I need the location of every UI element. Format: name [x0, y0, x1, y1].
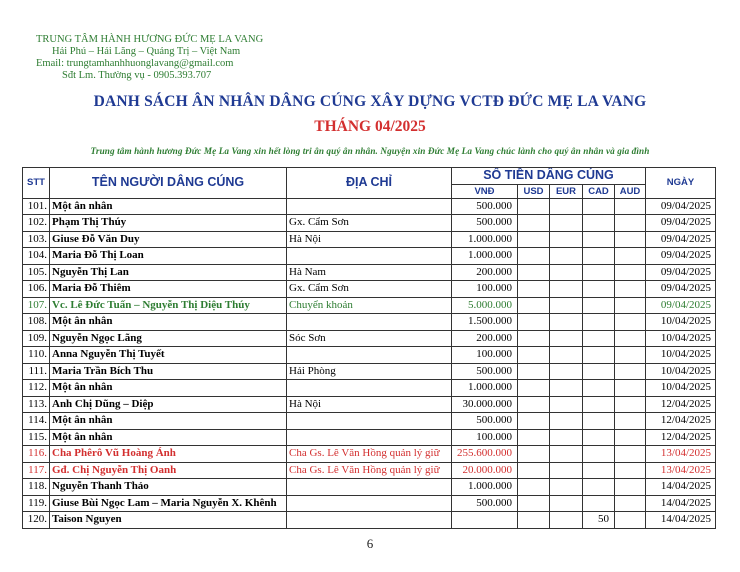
cell-name: Một ân nhân [50, 413, 287, 430]
cell-cad [583, 429, 615, 446]
cell-eur [550, 396, 583, 413]
table-row [23, 248, 716, 265]
cell-aud [615, 231, 646, 248]
table-row [23, 314, 716, 331]
cell-stt: 116. [23, 446, 50, 463]
cell-eur [550, 512, 583, 529]
cell-cad [583, 281, 615, 298]
cell-aud [615, 198, 646, 215]
cell-cad [583, 479, 615, 496]
table-row [23, 512, 716, 529]
cell-name: Maria Đỗ Thị Loan [50, 248, 287, 265]
cell-cad [583, 413, 615, 430]
cell-aud [615, 512, 646, 529]
cell-eur [550, 215, 583, 232]
cell-stt: 109. [23, 330, 50, 347]
cell-usd [518, 248, 550, 265]
cell-aud [615, 446, 646, 463]
cell-date: 10/04/2025 [646, 363, 716, 380]
cell-usd [518, 264, 550, 281]
cell-vnd: 100.000 [452, 281, 518, 298]
cell-address: Hải Phòng [287, 363, 452, 380]
cell-eur [550, 198, 583, 215]
cell-name: Một ân nhân [50, 198, 287, 215]
cell-vnd: 1.000.000 [452, 248, 518, 265]
cell-vnd: 500.000 [452, 413, 518, 430]
cell-cad [583, 462, 615, 479]
org-address: Hải Phú – Hải Lăng – Quảng Trị – Việt Nam [52, 46, 241, 57]
cell-cad [583, 347, 615, 364]
cell-eur [550, 281, 583, 298]
cell-date: 14/04/2025 [646, 495, 716, 512]
cell-name: Maria Đỗ Thiêm [50, 281, 287, 298]
cell-address: Sóc Sơn [287, 330, 452, 347]
cell-address: Hà Nội [287, 231, 452, 248]
document-title: DANH SÁCH ÂN NHÂN DÂNG CÚNG XÂY DỰNG VCTĐ ĐỨC MẸ LA VANG [93, 93, 647, 110]
header-address: ĐỊA CHỈ [287, 168, 452, 199]
table-row [23, 429, 716, 446]
cell-stt: 114. [23, 413, 50, 430]
cell-stt: 107. [23, 297, 50, 314]
cell-vnd: 200.000 [452, 330, 518, 347]
cell-name: Nguyễn Ngọc Lãng [50, 330, 287, 347]
document-subtitle: Trung tâm hành hương Đức Mẹ La Vang xin hết lòng tri ân quý ân nhân. Nguyện xin Đức Mẹ La Vang chúc lành cho quý ân nhân và gia đình [90, 146, 650, 156]
cell-aud [615, 215, 646, 232]
header-name: TÊN NGƯỜI DÂNG CÚNG [50, 168, 287, 199]
cell-vnd: 30.000.000 [452, 396, 518, 413]
cell-date: 12/04/2025 [646, 413, 716, 430]
cell-address: Cha Gs. Lê Văn Hồng quản lý giữ [287, 462, 452, 479]
cell-stt: 108. [23, 314, 50, 331]
cell-date: 09/04/2025 [646, 215, 716, 232]
cell-address [287, 380, 452, 397]
cell-aud [615, 396, 646, 413]
table-row [23, 479, 716, 496]
org-email: Email: trungtamhanhhuonglavang@gmail.com [36, 58, 234, 69]
cell-address: Hà Nội [287, 396, 452, 413]
cell-stt: 105. [23, 264, 50, 281]
cell-date: 14/04/2025 [646, 479, 716, 496]
cell-date: 09/04/2025 [646, 198, 716, 215]
cell-aud [615, 281, 646, 298]
header-eur: EUR [550, 184, 583, 198]
cell-cad [583, 248, 615, 265]
cell-address: Gx. Cẩm Sơn [287, 281, 452, 298]
cell-vnd: 1.500.000 [452, 314, 518, 331]
cell-usd [518, 512, 550, 529]
cell-cad [583, 314, 615, 331]
org-name: TRUNG TÂM HÀNH HƯƠNG ĐỨC MẸ LA VANG [36, 34, 264, 45]
cell-eur [550, 231, 583, 248]
cell-date: 09/04/2025 [646, 281, 716, 298]
cell-usd [518, 396, 550, 413]
cell-name: Cha Phêrô Vũ Hoàng Ánh [50, 446, 287, 463]
cell-date: 09/04/2025 [646, 231, 716, 248]
cell-stt: 111. [23, 363, 50, 380]
cell-eur [550, 495, 583, 512]
cell-address: Cha Gs. Lê Văn Hồng quản lý giữ [287, 446, 452, 463]
cell-eur [550, 380, 583, 397]
cell-cad [583, 495, 615, 512]
cell-cad [583, 363, 615, 380]
cell-aud [615, 314, 646, 331]
cell-name: Anh Chị Dũng – Diệp [50, 396, 287, 413]
cell-cad [583, 446, 615, 463]
cell-name: Giuse Đỗ Văn Duy [50, 231, 287, 248]
cell-stt: 119. [23, 495, 50, 512]
cell-address [287, 413, 452, 430]
cell-vnd: 200.000 [452, 264, 518, 281]
cell-vnd: 500.000 [452, 198, 518, 215]
cell-usd [518, 314, 550, 331]
cell-stt: 117. [23, 462, 50, 479]
cell-aud [615, 429, 646, 446]
cell-name: Gđ. Chị Nguyễn Thị Oanh [50, 462, 287, 479]
cell-date: 10/04/2025 [646, 330, 716, 347]
cell-vnd: 100.000 [452, 347, 518, 364]
cell-aud [615, 264, 646, 281]
document-month: THÁNG 04/2025 [314, 118, 426, 135]
cell-date: 12/04/2025 [646, 429, 716, 446]
cell-stt: 110. [23, 347, 50, 364]
header-date: NGÀY [646, 168, 716, 199]
cell-address [287, 314, 452, 331]
cell-address: Hà Nam [287, 264, 452, 281]
cell-date: 09/04/2025 [646, 297, 716, 314]
header-stt: STT [23, 168, 50, 199]
cell-address [287, 495, 452, 512]
cell-address: Chuyển khoản [287, 297, 452, 314]
cell-cad [583, 396, 615, 413]
organization-header [36, 34, 263, 82]
cell-aud [615, 413, 646, 430]
cell-date: 13/04/2025 [646, 446, 716, 463]
cell-aud [615, 462, 646, 479]
cell-usd [518, 429, 550, 446]
cell-stt: 118. [23, 479, 50, 496]
cell-aud [615, 380, 646, 397]
cell-name: Phạm Thị Thúy [50, 215, 287, 232]
cell-vnd: 5.000.000 [452, 297, 518, 314]
cell-vnd: 255.600.000 [452, 446, 518, 463]
cell-usd [518, 297, 550, 314]
cell-name: Nguyễn Thị Lan [50, 264, 287, 281]
table-row [23, 462, 716, 479]
cell-address [287, 429, 452, 446]
header-vnd: VNĐ [452, 184, 518, 198]
cell-cad [583, 297, 615, 314]
page-number: 6 [366, 536, 374, 551]
cell-aud [615, 363, 646, 380]
cell-address [287, 512, 452, 529]
cell-name: Maria Trần Bích Thu [50, 363, 287, 380]
cell-name: Taison Nguyen [50, 512, 287, 529]
cell-eur [550, 413, 583, 430]
table-row [23, 198, 716, 215]
cell-eur [550, 363, 583, 380]
header-usd: USD [518, 184, 550, 198]
cell-cad [583, 380, 615, 397]
table-row [23, 281, 716, 298]
cell-usd [518, 413, 550, 430]
table-row [23, 215, 716, 232]
cell-vnd: 500.000 [452, 215, 518, 232]
cell-name: Anna Nguyễn Thị Tuyết [50, 347, 287, 364]
cell-vnd: 1.000.000 [452, 231, 518, 248]
cell-address [287, 347, 452, 364]
cell-stt: 103. [23, 231, 50, 248]
cell-usd [518, 363, 550, 380]
cell-aud [615, 248, 646, 265]
cell-eur [550, 314, 583, 331]
cell-stt: 115. [23, 429, 50, 446]
cell-cad: 50 [583, 512, 615, 529]
cell-name: Một ân nhân [50, 429, 287, 446]
table-row [23, 380, 716, 397]
cell-date: 13/04/2025 [646, 462, 716, 479]
cell-address [287, 248, 452, 265]
table-row [23, 231, 716, 248]
org-phone: Sđt Lm. Thường vụ - 0905.393.707 [62, 70, 212, 81]
table-body [23, 198, 716, 528]
cell-date: 14/04/2025 [646, 512, 716, 529]
cell-address [287, 479, 452, 496]
cell-name: Nguyễn Thanh Thảo [50, 479, 287, 496]
cell-address [287, 198, 452, 215]
cell-eur [550, 248, 583, 265]
cell-vnd: 1.000.000 [452, 479, 518, 496]
cell-name: Một ân nhân [50, 380, 287, 397]
cell-date: 09/04/2025 [646, 264, 716, 281]
cell-cad [583, 231, 615, 248]
table-row [23, 330, 716, 347]
cell-stt: 102. [23, 215, 50, 232]
cell-usd [518, 330, 550, 347]
cell-usd [518, 479, 550, 496]
cell-cad [583, 215, 615, 232]
cell-aud [615, 297, 646, 314]
cell-eur [550, 479, 583, 496]
table-row [23, 297, 716, 314]
cell-date: 10/04/2025 [646, 347, 716, 364]
cell-stt: 106. [23, 281, 50, 298]
table-row [23, 446, 716, 463]
cell-vnd [452, 512, 518, 529]
cell-vnd: 100.000 [452, 429, 518, 446]
cell-vnd: 1.000.000 [452, 380, 518, 397]
cell-usd [518, 231, 550, 248]
table-row [23, 363, 716, 380]
table-row [23, 347, 716, 364]
table-row [23, 264, 716, 281]
header-amount: SỐ TIỀN DÂNG CÚNG [452, 168, 646, 185]
cell-eur [550, 264, 583, 281]
header-cad: CAD [583, 184, 615, 198]
cell-date: 10/04/2025 [646, 314, 716, 331]
cell-aud [615, 479, 646, 496]
cell-name: Vc. Lê Đức Tuấn – Nguyễn Thị Diệu Thúy [50, 297, 287, 314]
cell-stt: 112. [23, 380, 50, 397]
cell-eur [550, 330, 583, 347]
cell-date: 12/04/2025 [646, 396, 716, 413]
cell-vnd: 500.000 [452, 363, 518, 380]
cell-name: Giuse Bùi Ngọc Lam – Maria Nguyễn X. Khênh [50, 495, 287, 512]
cell-stt: 113. [23, 396, 50, 413]
donation-table [22, 167, 716, 529]
cell-usd [518, 462, 550, 479]
cell-date: 10/04/2025 [646, 380, 716, 397]
cell-eur [550, 429, 583, 446]
cell-eur [550, 446, 583, 463]
table-row [23, 396, 716, 413]
cell-date: 09/04/2025 [646, 248, 716, 265]
cell-vnd: 500.000 [452, 495, 518, 512]
cell-stt: 120. [23, 512, 50, 529]
cell-usd [518, 347, 550, 364]
cell-address: Gx. Cẩm Sơn [287, 215, 452, 232]
cell-cad [583, 198, 615, 215]
cell-name: Một ân nhân [50, 314, 287, 331]
cell-eur [550, 347, 583, 364]
cell-aud [615, 495, 646, 512]
cell-vnd: 20.000.000 [452, 462, 518, 479]
cell-usd [518, 198, 550, 215]
cell-usd [518, 446, 550, 463]
table-row [23, 413, 716, 430]
cell-stt: 104. [23, 248, 50, 265]
cell-usd [518, 215, 550, 232]
table-row [23, 495, 716, 512]
cell-usd [518, 495, 550, 512]
cell-eur [550, 297, 583, 314]
cell-usd [518, 281, 550, 298]
cell-aud [615, 330, 646, 347]
cell-stt: 101. [23, 198, 50, 215]
cell-usd [518, 380, 550, 397]
cell-eur [550, 462, 583, 479]
cell-aud [615, 347, 646, 364]
cell-cad [583, 330, 615, 347]
cell-cad [583, 264, 615, 281]
header-aud: AUD [615, 184, 646, 198]
